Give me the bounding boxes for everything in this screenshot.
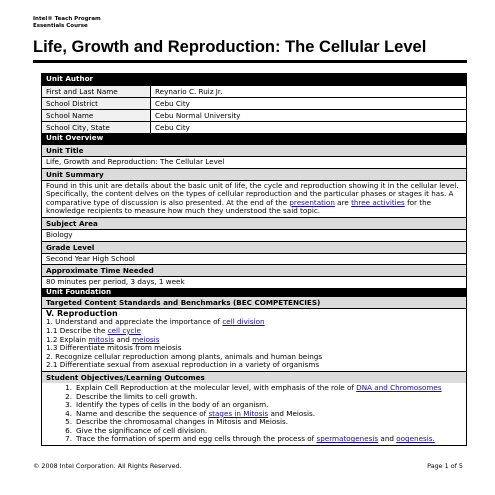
program-name: Intel® Teach Program	[33, 16, 101, 22]
unit-plan-table	[41, 73, 467, 446]
unit-overview-heading: Unit Overview	[42, 133, 466, 144]
presentation-link[interactable]: presentation	[289, 197, 335, 207]
course-name: Essentials Course	[33, 22, 88, 29]
row-value: Reynario C. Ruiz Jr.	[155, 87, 223, 96]
item-number: 5.	[65, 417, 72, 427]
item-text: and	[380, 434, 394, 444]
standards-list	[42, 308, 466, 371]
grade-level-label: Grade Level	[42, 241, 466, 253]
row-label: School District	[42, 98, 151, 109]
row-label: School City, State	[42, 122, 151, 133]
objective-text: Give the significance of cell division.	[76, 425, 208, 435]
item-text: Name and describe the sequence of	[76, 408, 207, 418]
item-number: 3.	[65, 400, 72, 410]
row-value: Cebu City	[155, 123, 190, 132]
cell-cycle-link[interactable]: cell cycle	[107, 325, 141, 335]
page-number: Page 1 of 5	[427, 462, 463, 470]
document-title: Life, Growth and Reproduction: The Cellular Level	[33, 38, 427, 56]
author-name-row	[42, 85, 466, 97]
title-rule	[33, 60, 467, 63]
row-value: Cebu City	[155, 99, 190, 108]
subject-area-label: Subject Area	[42, 217, 466, 229]
item-number: 6.	[65, 425, 72, 435]
objective-text	[76, 435, 435, 444]
row-label: First and Last Name	[42, 86, 151, 97]
subject-area-value: Biology	[42, 229, 466, 241]
unit-summary-label: Unit Summary	[42, 168, 466, 180]
activities-link[interactable]: three activities	[351, 197, 405, 207]
item-text: 1.1 Describe the	[46, 325, 106, 335]
item-number: 4.	[65, 408, 72, 418]
unit-author-heading: Unit Author	[42, 74, 466, 85]
mitosis-link[interactable]: mitosis	[88, 334, 115, 344]
mitosis-stages-link[interactable]: stages in Mitosis	[208, 408, 269, 418]
objective-text: Describe the limits to cell growth.	[76, 391, 198, 401]
spermatogenesis-link[interactable]: spermatogenesis	[316, 434, 379, 444]
item-number: 7.	[65, 434, 72, 444]
item-text: 1. Understand and appreciate the importance of	[46, 317, 221, 327]
item-number: 1.	[65, 382, 72, 392]
objectives-list	[42, 383, 466, 445]
dna-chromosomes-link[interactable]: DNA and Chromosomes	[356, 382, 442, 392]
objective-text: Describe the chromosamal changes in Mitosis and Meiosis.	[76, 417, 288, 427]
school-name-row	[42, 109, 466, 121]
program-header	[33, 16, 101, 29]
objective-item	[50, 435, 462, 444]
item-text: and	[116, 334, 130, 344]
objective-text: Identify the types of cells in the body of an organism.	[76, 400, 269, 410]
school-district-row	[42, 97, 466, 109]
page-footer	[33, 462, 463, 470]
cell-division-link[interactable]: cell division	[222, 317, 265, 327]
unit-summary-text	[42, 180, 466, 217]
unit-title-label: Unit Title	[42, 144, 466, 156]
summary-text: for the knowledge recipients to measure how much they understood the said topic.	[46, 197, 432, 216]
item-text: and Meiosis.	[270, 408, 316, 418]
time-needed-label: Approximate Time Needed	[42, 264, 466, 276]
objectives-heading: Student Objectives/Learning Outcomes	[42, 371, 466, 383]
item-text: Explain Cell Reproduction at the molecular level, with emphasis of the role of	[76, 382, 354, 392]
summary-text: Found in this unit are details about the basic unit of life, the cycle and reproduction showing it in the cellular level. Specifically, the content delves on the types of cellular reproduction and the particular phases or stages it has. A comparative type of discussion is also presented. At the end of the	[46, 180, 459, 207]
item-text: 1.2 Explain	[46, 334, 87, 344]
summary-text: are	[337, 197, 349, 207]
standards-heading: Targeted Content Standards and Benchmarks (BEC COMPETENCIES)	[42, 296, 466, 308]
row-value: Cebu Normal University	[155, 111, 241, 120]
meiosis-link[interactable]: meiosis	[132, 334, 160, 344]
standard-item: 1.3 Differentiate mitosis from meiosis	[46, 343, 182, 353]
standards-section-title: V. Reproduction	[46, 308, 118, 318]
standard-item: 2.1 Differentiate sexual from asexual reproduction in a variety of organisms	[46, 360, 320, 370]
school-city-row	[42, 121, 466, 133]
grade-level-value: Second Year High School	[42, 253, 466, 265]
unit-title-value: Life, Growth and Reproduction: The Cellular Level	[42, 156, 466, 168]
item-number: 2.	[65, 391, 72, 401]
copyright-text: © 2008 Intel Corporation. All Rights Reserved.	[33, 462, 182, 470]
standard-item: 2. Recognize cellular reproduction among plants, animals and human beings	[46, 351, 323, 361]
unit-foundation-heading: Unit Foundation	[42, 288, 466, 296]
time-needed-value: 80 minutes per period, 3 days, 1 week	[42, 276, 466, 288]
oogenesis-link[interactable]: oogenesis.	[396, 434, 435, 444]
row-label: School Name	[42, 110, 151, 121]
item-text: Trace the formation of sperm and egg cells through the process of	[76, 434, 315, 444]
